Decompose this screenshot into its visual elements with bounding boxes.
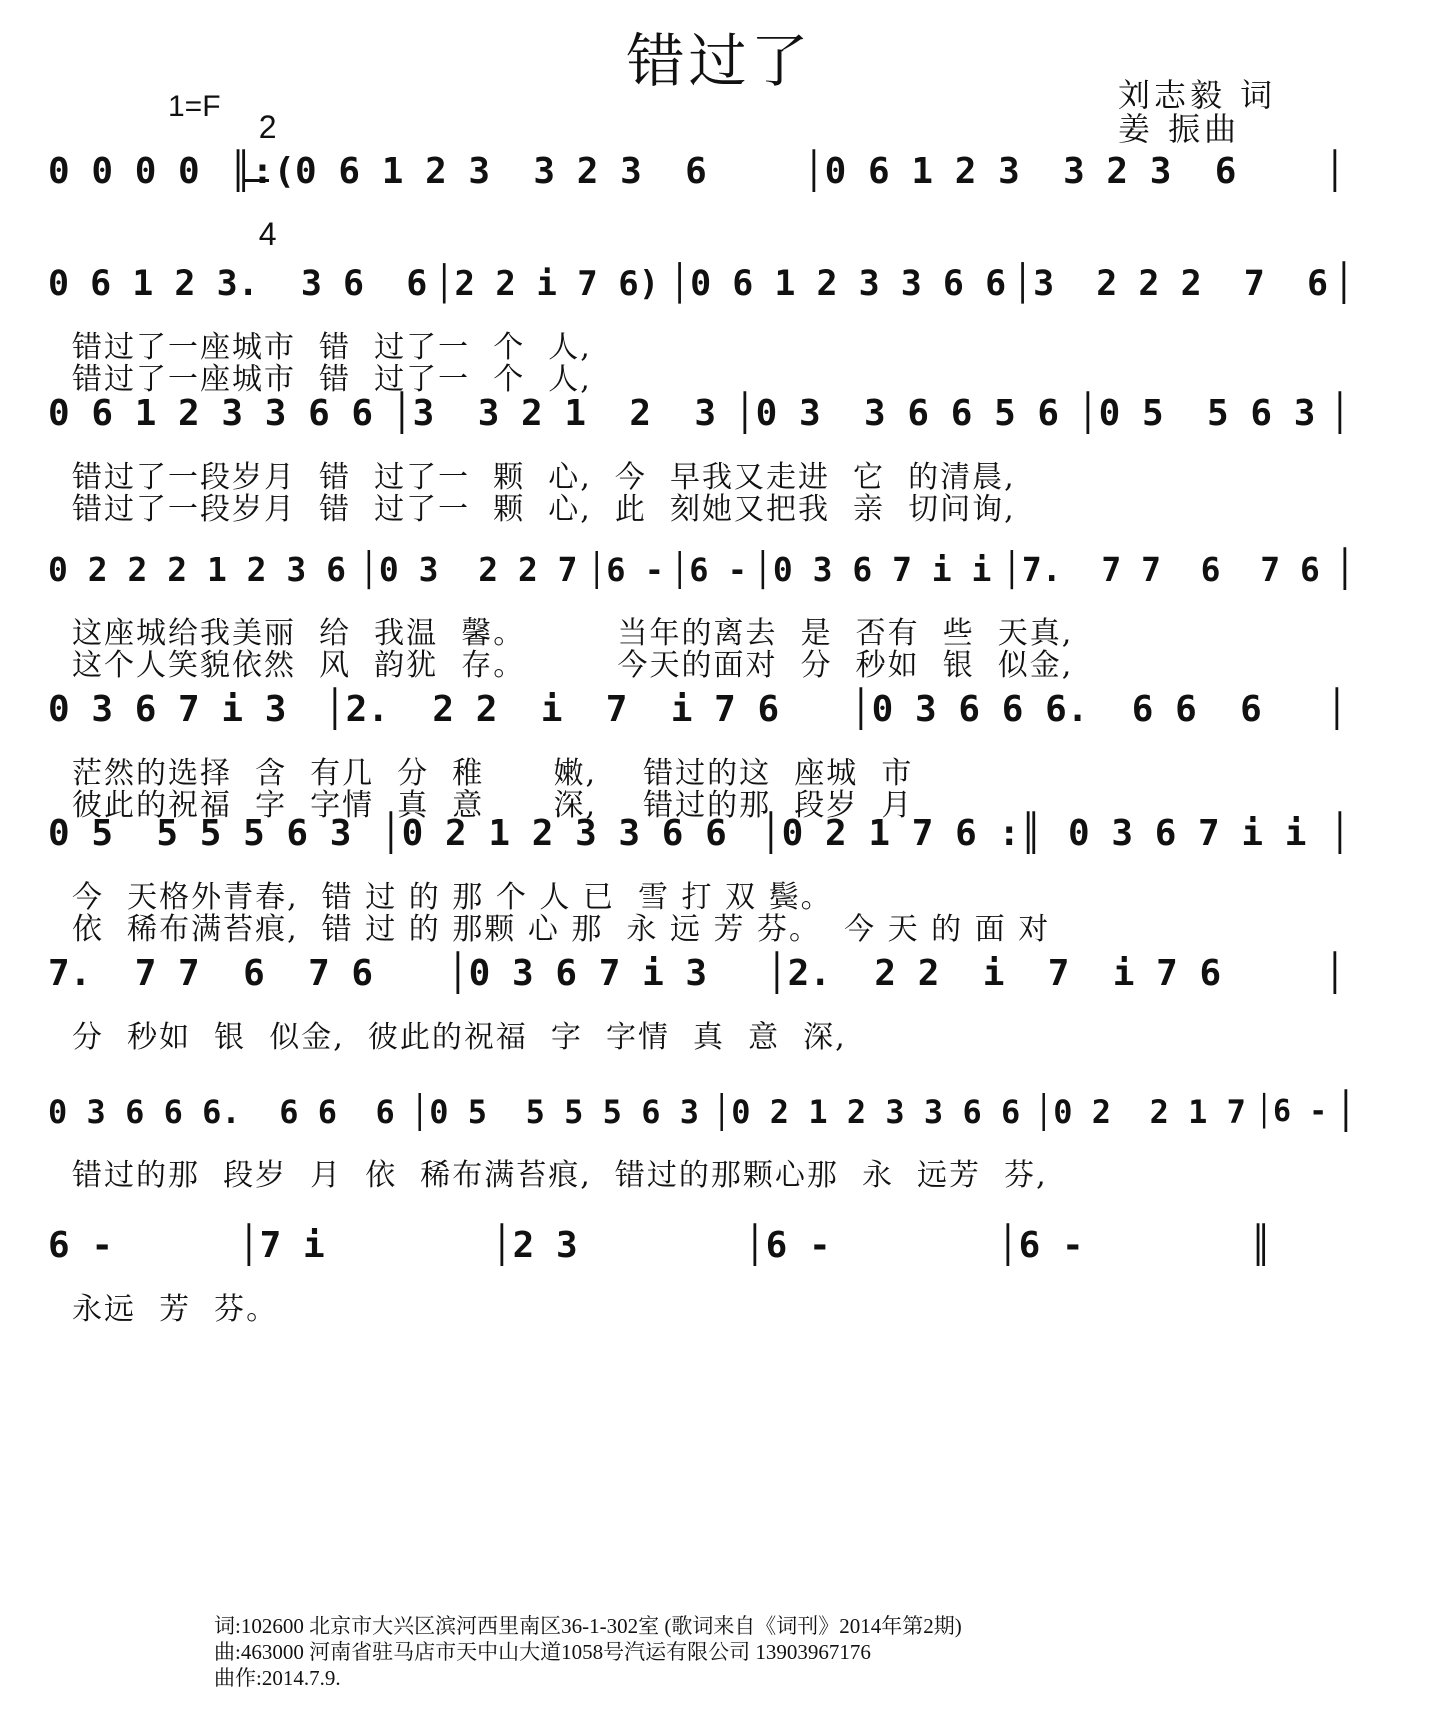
notation-measure: ║:(0 6 1 2 3 3 2 3 6	[230, 151, 707, 192]
notation-measure: │0 2 1 2 3 3 6 6	[380, 813, 727, 854]
notation-measure: │	[1333, 263, 1355, 304]
notation-measure: │	[1334, 549, 1356, 590]
notation-measure: │2. 2 2 i 7 i 7 6	[324, 689, 780, 730]
notation-measure: │0 3 2 2 7	[359, 550, 578, 589]
time-signature-bottom: 4	[258, 216, 277, 252]
notation-row	[48, 1090, 1388, 1150]
lyric-line: 错过了一段岁月 错 过了一 颗 心, 今 早我又走进 它 的清晨,	[72, 460, 1016, 495]
notation-row	[48, 688, 1388, 748]
lyric-line: 茫然的选择 含 有几 分 稚 嫩, 错过的这 座城 市	[72, 756, 914, 791]
notation-measure: │0 3 6 6 6. 6 6 6	[850, 689, 1262, 730]
footer-line-date: 曲作:2014.7.9.	[214, 1666, 341, 1690]
notation-measure: │0 6 1 2 3 3 2 3 6	[803, 151, 1237, 192]
notation-measure: │2 2 i 7 6)	[434, 264, 660, 304]
notation-measure: │0 6 1 2 3 3 6 6	[669, 264, 1007, 304]
notation-measure: │0 3 3 6 6 5 6	[734, 393, 1060, 434]
notation-measure: ║	[1250, 1225, 1272, 1266]
notation-measure: │3 3 2 1 2 3	[391, 393, 717, 434]
notation-measure: │	[1329, 813, 1351, 854]
notation-measure: │0 2 2 1 7	[1034, 1093, 1246, 1131]
notation-row	[48, 548, 1388, 608]
notation-measure: │0 2 1 2 3 3 6 6	[712, 1093, 1021, 1131]
notation-row	[48, 262, 1388, 322]
lyric-line: 这个人笑貌依然 风 韵犹 存。 今天的面对 分 秒如 银 似金,	[72, 648, 1074, 683]
notation-measure: │	[1335, 1091, 1357, 1132]
notation-measure: │6 -	[670, 551, 748, 589]
notation-row	[48, 392, 1388, 452]
notation-measure: │6 -	[1255, 1094, 1328, 1129]
notation-measure: 0 5 5 5 5 6 3	[48, 813, 352, 854]
notation-row	[48, 952, 1388, 1012]
notation-measure: 0 3 6 6 6. 6 6 6	[48, 1093, 395, 1131]
lyric-line: 今 天格外青春, 错 过 的 那 个 人 已 雪 打 双 鬓。	[72, 880, 833, 915]
notation-measure: │6 -	[587, 551, 665, 589]
notation-measure: │0 3 6 7 i 3	[447, 953, 708, 994]
notation-measure: │	[1329, 393, 1351, 434]
notation-measure: │7 i	[238, 1225, 325, 1266]
notation-measure: │	[1326, 689, 1348, 730]
notation-row	[48, 1224, 1388, 1284]
notation-measure: │6 -	[744, 1225, 831, 1266]
notation-measure: 0 6 1 2 3 3 6 6	[48, 393, 374, 434]
notation-measure: 0 3 6 7 i i	[1068, 813, 1307, 854]
notation-row	[48, 812, 1388, 872]
notation-measure: 0 0 0 0	[48, 151, 200, 192]
notation-measure: │3 2 2 2 7 6	[1012, 264, 1329, 304]
lyric-line: 分 秒如 银 似金, 彼此的祝福 字 字情 真 意 深,	[72, 1020, 847, 1055]
lyric-line: 依 稀布满苔痕, 错 过 的 那颗 心 那 永 远 芳 芬。 今 天 的 面 对	[72, 912, 1051, 947]
song-title: 错过了	[626, 27, 813, 95]
notation-measure: │6 -	[997, 1225, 1084, 1266]
composer-credit: 姜 振曲	[1118, 110, 1241, 148]
notation-measure: │2 3	[491, 1225, 578, 1266]
notation-measure: 6 -	[48, 1225, 114, 1266]
notation-row	[48, 150, 1388, 210]
lyric-line: 错过的那 段岁 月 依 稀布满苔痕, 错过的那颗心那 永 远芳 芬,	[72, 1158, 1048, 1193]
notation-measure: │0 2 1 7 6 :║	[760, 813, 1042, 854]
notation-measure: 0 3 6 7 i 3	[48, 689, 287, 730]
lyric-line: 永远 芳 芬。	[72, 1292, 279, 1327]
lyric-line: 彼此的祝福 字 字情 真 意 深, 错过的那 段岁 月	[72, 788, 914, 823]
notation-measure: │0 5 5 6 3	[1077, 393, 1316, 434]
notation-measure: │0 5 5 5 5 6 3	[410, 1093, 699, 1131]
key-signature: 1=F	[168, 90, 221, 123]
lyricist-credit: 刘志毅 词	[1118, 76, 1277, 114]
notation-measure: │2. 2 2 i 7 i 7 6	[766, 953, 1222, 994]
notation-measure: │7. 7 7 6 7 6	[1002, 550, 1320, 589]
time-signature-top: 2	[258, 109, 277, 145]
lyric-line: 这座城给我美丽 给 我温 馨。 当年的离去 是 否有 些 天真,	[72, 616, 1074, 651]
notation-measure: │	[1324, 151, 1346, 192]
footer-line-music-address: 曲:463000 河南省驻马店市天中山大道1058号汽运有限公司 13903967176	[214, 1640, 871, 1664]
notation-measure: 7. 7 7 6 7 6	[48, 953, 374, 994]
notation-measure: 0 6 1 2 3. 3 6 6	[48, 264, 428, 304]
footer-line-lyrics-address: 词:102600 北京市大兴区滨河西里南区36-1-302室 (歌词来自《词刊》2014年第2期)	[214, 1614, 962, 1638]
notation-measure: 0 2 2 2 1 2 3 6	[48, 550, 347, 589]
notation-measure: │0 3 6 7 i i	[753, 550, 992, 589]
lyric-line: 错过了一座城市 错 过了一 个 人,	[72, 362, 592, 397]
notation-measure: │	[1324, 953, 1346, 994]
lyric-line: 错过了一座城市 错 过了一 个 人,	[72, 330, 592, 365]
lyric-line: 错过了一段岁月 错 过了一 颗 心, 此 刻她又把我 亲 切问询,	[72, 492, 1016, 527]
